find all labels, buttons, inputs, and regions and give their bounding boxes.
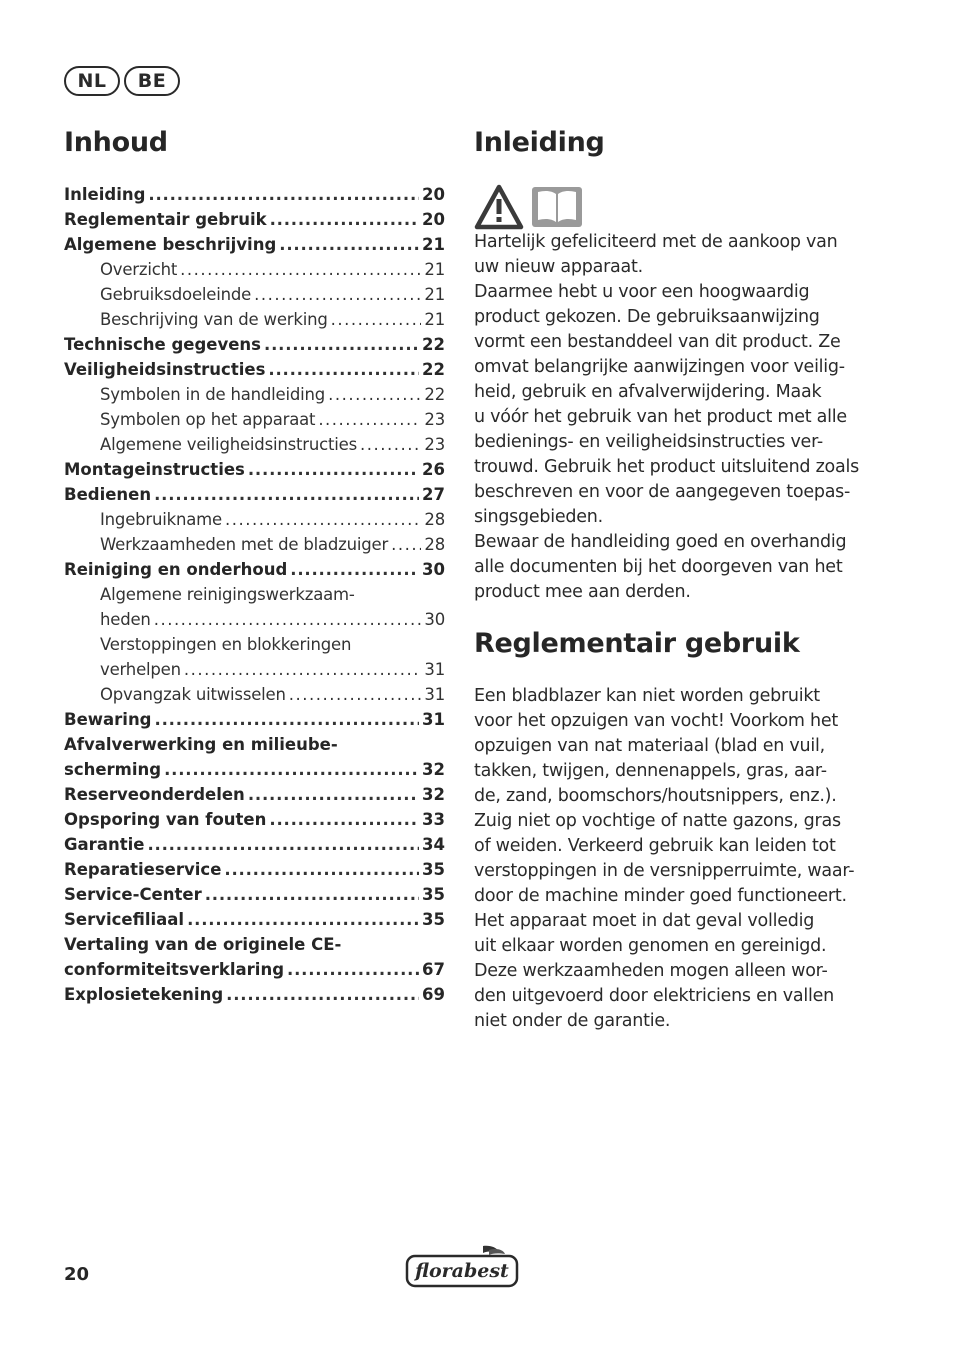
dot-leader: [224, 857, 419, 882]
dot-leader: [328, 382, 421, 407]
toc-entry-page: 22: [422, 360, 445, 379]
text-line: de, zand, boomschors/houtsnippers, enz.).: [474, 786, 837, 806]
toc-entry-page: 69: [422, 985, 445, 1004]
toc-entry[interactable]: [64, 382, 445, 407]
toc-entry-first-line: Algemene reinigingswerkzaam-: [100, 585, 355, 604]
toc-entry-first-line: Vertaling van de originele CE-: [64, 935, 342, 954]
dot-leader: [148, 182, 419, 207]
toc-entry-page: 22: [424, 385, 445, 404]
text-line: door de machine minder goed functioneert.: [474, 886, 847, 906]
dot-leader: [287, 957, 419, 982]
toc-entry-label: Veiligheidsinstructies: [64, 360, 266, 379]
toc-entry[interactable]: [64, 882, 445, 907]
dot-leader: [268, 357, 419, 382]
dot-leader: [154, 607, 422, 632]
dot-leader: [155, 707, 420, 732]
toc-entry[interactable]: [64, 457, 445, 482]
usage-text: [474, 684, 864, 1034]
toc-entry-page: 27: [422, 485, 445, 504]
text-line: omvat belangrijke aanwijzingen voor veilig-: [474, 357, 845, 377]
text-line: uw nieuw apparaat.: [474, 257, 643, 277]
toc-entry-first-line: Afvalverwerking en milieube-: [64, 735, 338, 754]
toc-entry-page: 30: [424, 610, 445, 629]
toc-entry-label: Werkzaamheden met de bladzuiger: [100, 535, 389, 554]
text-line: vormt een bestanddeel van dit product. Ze: [474, 332, 841, 352]
toc-entry-page: 30: [422, 560, 445, 579]
text-line: niet onder de garantie.: [474, 1011, 671, 1031]
dot-leader: [318, 407, 421, 432]
page-number: 20: [64, 1264, 90, 1285]
dot-leader: [225, 507, 421, 532]
dot-leader: [154, 482, 419, 507]
text-line: Deze werkzaamheden mogen alleen wor-: [474, 961, 828, 981]
text-line: beschreven en voor de aangegeven toepas-: [474, 482, 851, 502]
content-column: [474, 124, 864, 1034]
dot-leader: [248, 782, 419, 807]
toc-entry-label: conformiteitsverklaring: [64, 960, 285, 979]
toc-entry-page: 35: [422, 860, 445, 879]
florabest-logo: [405, 1244, 521, 1290]
toc-entry-label: Reparatieservice: [64, 860, 222, 879]
dot-leader: [187, 907, 419, 932]
text-line: verstoppingen in de versnipperruimte, waar-: [474, 861, 855, 881]
dot-leader: [290, 557, 419, 582]
toc-entry-page: 20: [422, 210, 445, 229]
manual-book-icon: [530, 184, 584, 230]
toc-entry-page: 20: [422, 185, 445, 204]
toc-entry-page: 21: [424, 310, 445, 329]
text-line: takken, twijgen, dennenappels, gras, aar-: [474, 761, 827, 781]
text-line: of weiden. Verkeerd gebruik kan leiden tot: [474, 836, 836, 856]
dot-leader: [264, 332, 419, 357]
dot-leader: [254, 282, 421, 307]
toc-title: Inhoud: [64, 127, 168, 158]
toc-entry-page: 22: [422, 335, 445, 354]
toc-entry-label: Overzicht: [100, 260, 178, 279]
text-line: bedienings- en veiligheidsinstructies ver-: [474, 432, 823, 452]
text-line: den uitgevoerd door elektriciens en vallen: [474, 986, 834, 1006]
toc-entry-label: Reserveonderdelen: [64, 785, 245, 804]
toc-entry[interactable]: [64, 232, 445, 257]
toc-column: [64, 124, 445, 1007]
toc-entry-page: 21: [424, 285, 445, 304]
intro-section: [474, 124, 864, 605]
text-line: Zuig niet op vochtige of natte gazons, gras: [474, 811, 841, 831]
dot-leader: [226, 982, 419, 1007]
svg-text:florabest: florabest: [415, 1260, 509, 1282]
toc-entry[interactable]: [64, 707, 445, 732]
usage-section: [474, 625, 864, 1034]
intro-text: [474, 230, 864, 605]
toc-entry-page: 26: [422, 460, 445, 479]
toc-entry-page: 33: [422, 810, 445, 829]
toc-entry[interactable]: [64, 907, 445, 932]
toc-entry-label: Servicefiliaal: [64, 910, 185, 929]
toc-entry-page: 23: [424, 435, 445, 454]
toc-entry[interactable]: [64, 282, 445, 307]
toc-entry[interactable]: [64, 432, 445, 457]
text-line: heid, gebruik en afvalverwijdering. Maak: [474, 382, 822, 402]
toc-entry-page: 23: [424, 410, 445, 429]
warning-triangle-icon: [474, 184, 524, 230]
toc-entry-label: Symbolen op het apparaat: [100, 410, 316, 429]
toc-entry[interactable]: [64, 657, 445, 682]
text-line: Een bladblazer kan niet worden gebruikt: [474, 686, 820, 706]
table-of-contents: [64, 182, 445, 1007]
dot-leader: [269, 807, 419, 832]
toc-entry-page: 31: [424, 660, 445, 679]
toc-entry[interactable]: [64, 607, 445, 632]
toc-entry-label: Reglementair gebruik: [64, 210, 267, 229]
toc-entry-first-line: Verstoppingen en blokkeringen: [100, 635, 352, 654]
toc-entry-label: Garantie: [64, 835, 145, 854]
text-line: singsgebieden.: [474, 507, 603, 527]
toc-entry[interactable]: [64, 557, 445, 582]
text-line: product gekozen. De gebruiksaanwijzing: [474, 307, 820, 327]
toc-entry-label: Opvangzak uitwisselen: [100, 685, 286, 704]
toc-entry[interactable]: [64, 182, 445, 207]
toc-entry[interactable]: [64, 257, 445, 282]
toc-entry-label: Bedienen: [64, 485, 152, 504]
toc-entry[interactable]: [64, 857, 445, 882]
dot-leader: [289, 682, 422, 707]
lang-badge-nl: NL: [64, 66, 120, 96]
toc-entry[interactable]: [64, 982, 445, 1007]
toc-entry-page: 21: [424, 260, 445, 279]
toc-entry-label: Algemene beschrijving: [64, 235, 277, 254]
toc-entry[interactable]: [64, 407, 445, 432]
toc-entry[interactable]: [64, 482, 445, 507]
dot-leader: [184, 657, 422, 682]
dot-leader: [279, 232, 419, 257]
dot-leader: [391, 532, 421, 557]
toc-entry-page: 32: [422, 785, 445, 804]
text-line: uit elkaar worden genomen en gereinigd.: [474, 936, 827, 956]
toc-entry-label: Symbolen in de handleiding: [100, 385, 326, 404]
toc-entry[interactable]: [64, 307, 445, 332]
text-line: Hartelijk gefeliciteerd met de aankoop van: [474, 232, 838, 252]
toc-entry[interactable]: [64, 757, 445, 782]
dot-leader: [360, 432, 421, 457]
lang-badge-be: BE: [124, 66, 180, 96]
toc-entry-page: 31: [424, 685, 445, 704]
dot-leader: [270, 207, 419, 232]
toc-entry-label: Reiniging en onderhoud: [64, 560, 288, 579]
toc-entry-page: 35: [422, 910, 445, 929]
text-line: trouwd. Gebruik het product uitsluitend zoals: [474, 457, 859, 477]
dot-leader: [147, 832, 419, 857]
toc-entry-page: 28: [424, 510, 445, 529]
toc-entry-page: 21: [422, 235, 445, 254]
toc-entry-label: Bewaring: [64, 710, 152, 729]
toc-entry[interactable]: [64, 807, 445, 832]
toc-entry[interactable]: [64, 357, 445, 382]
toc-entry-label: Beschrijving van de werking: [100, 310, 328, 329]
toc-entry[interactable]: [64, 207, 445, 232]
toc-entry[interactable]: [64, 782, 445, 807]
toc-entry-label: Algemene veiligheidsinstructies: [100, 435, 358, 454]
toc-entry-page: 28: [424, 535, 445, 554]
toc-entry-page: 31: [422, 710, 445, 729]
toc-entry-label: Service-Center: [64, 885, 202, 904]
toc-entry-label: Gebruiksdoeleinde: [100, 285, 252, 304]
toc-entry-page: 32: [422, 760, 445, 779]
toc-entry-label: Opsporing van fouten: [64, 810, 267, 829]
toc-entry-label: heden: [100, 610, 151, 629]
toc-entry-label: scherming: [64, 760, 162, 779]
intro-icons: [474, 182, 864, 230]
toc-entry-page: 34: [422, 835, 445, 854]
toc-entry[interactable]: [64, 957, 445, 982]
toc-entry-label: Explosietekening: [64, 985, 224, 1004]
toc-entry[interactable]: [64, 682, 445, 707]
text-line: alle documenten bij het doorgeven van het: [474, 557, 843, 577]
text-line: Het apparaat moet in dat geval volledig: [474, 911, 815, 931]
dot-leader: [331, 307, 422, 332]
toc-entry-label: verhelpen: [100, 660, 181, 679]
dot-leader: [180, 257, 421, 282]
text-line: Daarmee hebt u voor een hoogwaardig: [474, 282, 810, 302]
text-line: voor het opzuigen van vocht! Voorkom het: [474, 711, 839, 731]
dot-leader: [164, 757, 419, 782]
usage-title: Reglementair gebruik: [474, 628, 800, 659]
toc-entry[interactable]: [64, 507, 445, 532]
toc-entry-page: 35: [422, 885, 445, 904]
dot-leader: [205, 882, 419, 907]
dot-leader: [248, 457, 419, 482]
language-badges: [64, 66, 180, 96]
toc-entry-label: Technische gegevens: [64, 335, 261, 354]
toc-entry[interactable]: [64, 832, 445, 857]
toc-entry-page: 67: [422, 960, 445, 979]
text-line: Bewaar de handleiding goed en overhandig: [474, 532, 847, 552]
intro-title: Inleiding: [474, 127, 605, 158]
text-line: opzuigen van nat materiaal (blad en vuil,: [474, 736, 825, 756]
toc-entry-label: Ingebruikname: [100, 510, 222, 529]
toc-entry-label: Inleiding: [64, 185, 146, 204]
toc-entry-label: Montageinstructies: [64, 460, 245, 479]
text-line: u vóór het gebruik van het product met alle: [474, 407, 847, 427]
toc-entry[interactable]: [64, 532, 445, 557]
toc-entry[interactable]: [64, 332, 445, 357]
text-line: product mee aan derden.: [474, 582, 691, 602]
